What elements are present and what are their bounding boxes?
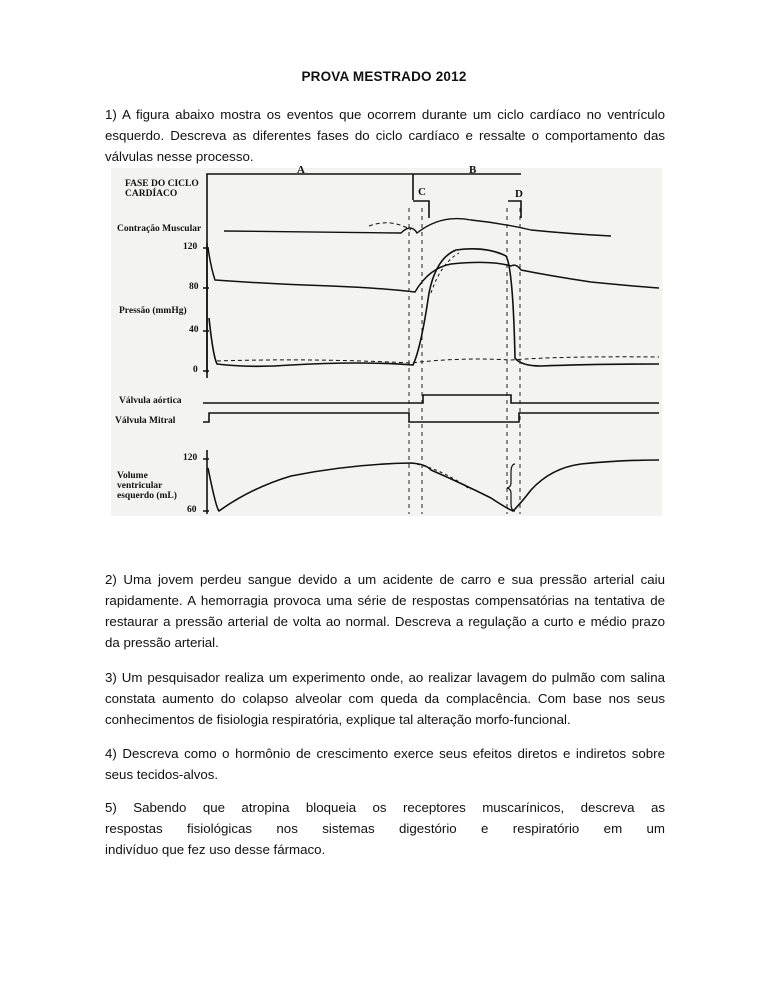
stroke-volume-brace <box>507 464 515 511</box>
question-3: 3) Um pesquisador realiza um experimento onde, ao realizar lavagem do pulmão com salina constata aumento do colapso alveolar com queda da complacência. Com base nos seus conhecimentos de fisiologia respiratória, explique tal alteração morfo-funcional. <box>105 670 665 727</box>
volume-tick-120: 120 <box>183 453 198 463</box>
aortic-valve-line <box>203 395 659 403</box>
cardiac-cycle-figure <box>111 164 662 516</box>
cardiac-cycle-diagram <box>111 168 662 516</box>
volume-tick-60: 60 <box>187 505 197 515</box>
volume-label: Volume ventricular esquerdo (mL) <box>117 471 177 501</box>
question-2: 2) Uma jovem perdeu sangue devido a um acidente de carro e sua pressão arterial caiu rapidamente. A hemorragia provoca uma série de respostas compensatórias na tentativa de restaurar a pressão arterial de volta ao normal. Descreva a regulação a curto e médio prazo da pressão arterial. <box>105 572 665 650</box>
question-4: 4) Descreva como o hormônio de crescimento exerce seus efeitos diretos e indiretos sobre seus tecidos-alvos. <box>105 746 665 782</box>
phase-label: FASE DO CICLO CARDÍACO <box>125 179 199 199</box>
pressure-tick-0: 0 <box>193 365 198 375</box>
question-5 <box>105 797 665 860</box>
page-title: PROVA MESTRADO 2012 <box>301 69 467 84</box>
phase-letter-d: D <box>515 188 523 200</box>
pressure-tick-120: 120 <box>183 242 198 252</box>
question-1: 1) A figura abaixo mostra os eventos que ocorrem durante um ciclo cardíaco no ventrículo esquerdo. Descreva as diferentes fases do ciclo cardíaco e ressalte o comportamento das válvulas nesse processo. <box>105 107 665 164</box>
muscle-contraction-trace <box>224 219 611 236</box>
phase-d-bracket <box>508 201 521 218</box>
muscle-contraction-label: Contração Muscular <box>117 224 202 234</box>
atrial-pressure-curve <box>217 357 659 363</box>
aortic-valve-label: Válvula aórtica <box>119 396 182 406</box>
mitral-valve-line <box>203 413 659 422</box>
pressure-tick-80: 80 <box>189 282 199 292</box>
pressure-label: Pressão (mmHg) <box>119 306 187 316</box>
question-5-line-2: respostas fisiológicas nos sistemas digestório e respiratório em um <box>105 821 665 836</box>
question-5-line-3: indivíduo que fez uso desse fármaco. <box>105 842 326 857</box>
ventricular-volume-curve <box>208 460 659 511</box>
phase-letter-a: A <box>297 164 305 176</box>
mitral-valve-label: Válvula Mitral <box>115 416 176 426</box>
question-5-line-1: 5) Sabendo que atropina bloqueia os receptores muscarínicos, descreva as <box>105 800 665 815</box>
phase-letter-b: B <box>469 164 477 176</box>
ventricular-pressure-curve <box>209 249 659 366</box>
phase-letter-c: C <box>418 186 426 198</box>
phase-c-bracket <box>413 201 429 218</box>
pressure-tick-40: 40 <box>189 325 199 335</box>
